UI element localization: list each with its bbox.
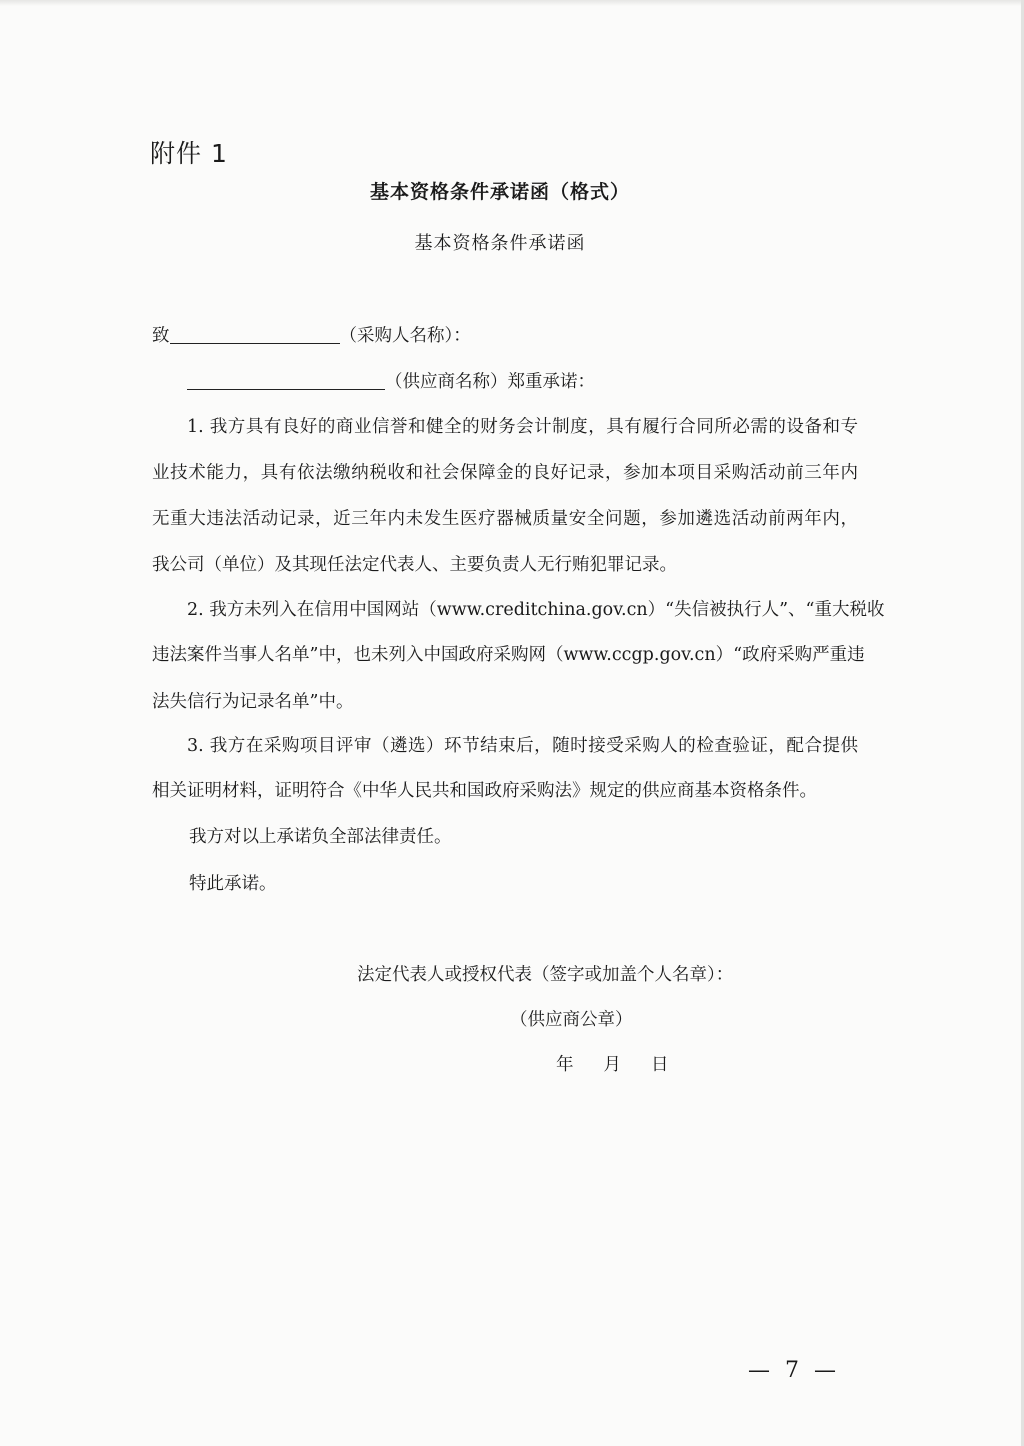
paragraph-2-line: 法失信行为记录名单”中。 — [152, 692, 354, 712]
supplier-line — [187, 368, 595, 393]
date-month: 月 — [603, 1055, 621, 1075]
paragraph-1-line: 无重大违法活动记录，近三年内未发生医疗器械质量安全问题，参加遴选活动前两年内， — [152, 509, 858, 529]
representative-signature-line: 法定代表人或授权代表（签字或加盖个人名章）： — [357, 965, 734, 985]
document-title: 基本资格条件承诺函（格式） — [369, 181, 630, 203]
purchaser-name-hint: （采购人名称）： — [339, 326, 471, 346]
paragraph-1-line: 1. 我方具有良好的商业信誉和健全的财务会计制度，具有履行合同所必需的设备和专 — [187, 417, 858, 437]
attachment-label: 附件 1 — [150, 139, 228, 168]
paragraph-3-line: 相关证明材料，证明符合《中华人民共和国政府采购法》规定的供应商基本资格条件。 — [152, 781, 817, 801]
page-number: — 7 — — [748, 1358, 840, 1383]
paragraph-1-line: 我公司（单位）及其现任法定代表人、主要负责人无行贿犯罪记录。 — [152, 555, 677, 575]
purchaser-name-blank — [170, 325, 340, 344]
addressee-line — [152, 322, 471, 347]
hereby-statement: 特此承诺。 — [189, 874, 277, 894]
paragraph-1-line: 业技术能力，具有依法缴纳税收和社会保障金的良好记录，参加本项目采购活动前三年内 — [152, 463, 858, 483]
liability-statement: 我方对以上承诺负全部法律责任。 — [189, 827, 452, 847]
date-day: 日 — [651, 1055, 669, 1075]
document-subtitle: 基本资格条件承诺函 — [414, 233, 586, 254]
supplier-name-blank — [187, 371, 385, 390]
date-line — [556, 1051, 699, 1076]
scan-top-shadow — [0, 0, 1024, 6]
addressee-prefix: 致 — [152, 326, 170, 346]
paragraph-2-line: 2. 我方未列入在信用中国网站（www.creditchina.gov.cn）“失信被执行人”、“重大税收 — [187, 600, 885, 620]
date-year: 年 — [556, 1055, 574, 1075]
supplier-stamp-line: （供应商公章） — [510, 1010, 633, 1030]
paragraph-2-line: 违法案件当事人名单”中，也未列入中国政府采购网（www.ccgp.gov.cn）“政府采购严重违 — [152, 645, 865, 665]
paragraph-3-line: 3. 我方在采购项目评审（遴选）环节结束后，随时接受采购人的检查验证，配合提供 — [187, 736, 858, 756]
supplier-name-hint: （供应商名称）郑重承诺： — [385, 372, 595, 392]
